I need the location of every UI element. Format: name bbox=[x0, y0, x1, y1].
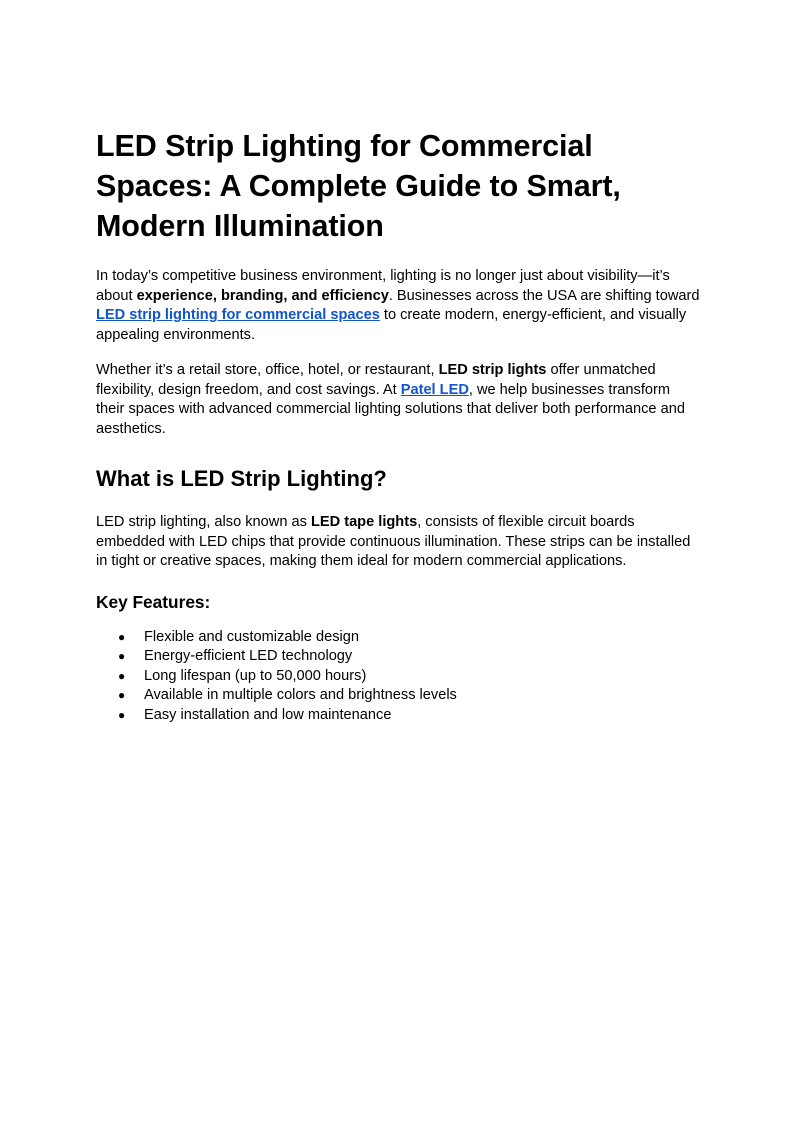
commercial-strip-lighting-link[interactable]: LED strip lighting for commercial spaces bbox=[96, 307, 380, 323]
bullet-icon: ● bbox=[118, 668, 126, 683]
intro-text-3: to create modern, energy-efficient, and visually appealing environments. bbox=[96, 307, 687, 343]
section-text-2: , consists of flexible circuit boards embedded with LED chips that provide continuous illumination. These strips can be installed in tight or creative spaces, making them ideal for modern commercial applications. bbox=[96, 514, 691, 569]
list-item-text: Long lifespan (up to 50,000 hours) bbox=[144, 667, 367, 684]
bullet-icon: ● bbox=[118, 707, 126, 722]
para2-text-2: offer unmatched flexibility, design freedom, and cost savings. At bbox=[96, 362, 656, 398]
para2-bold: LED strip lights bbox=[438, 362, 547, 378]
intro-bold: experience, branding, and efficiency bbox=[136, 287, 389, 304]
list-item-text: Flexible and customizable design bbox=[144, 628, 359, 645]
para2-text-1: Whether it’s a retail store, office, hotel, or restaurant, bbox=[96, 362, 439, 378]
section-text-1: LED strip lighting, also known as bbox=[96, 514, 311, 530]
list-item bbox=[96, 667, 701, 687]
bullet-icon: ● bbox=[118, 688, 126, 702]
patel-led-link[interactable]: Patel LED bbox=[400, 381, 469, 398]
page-title: LED Strip Lighting for Commercial Spaces: A Complete Guide to Smart, Modern Illumination bbox=[96, 129, 621, 243]
list-item-text: Easy installation and low maintenance bbox=[144, 706, 392, 723]
bullet-icon: ● bbox=[118, 649, 126, 663]
list-item-text: Available in multiple colors and brightness levels bbox=[144, 687, 457, 703]
list-item bbox=[96, 706, 701, 726]
intro-text-1: In today’s competitive business environment, lighting is no longer just about visibility—it’s about bbox=[96, 268, 670, 304]
intro-text-2: . Businesses across the USA are shifting toward bbox=[388, 287, 700, 304]
document-page bbox=[96, 126, 701, 725]
section-bold: LED tape lights bbox=[310, 514, 418, 530]
list-item bbox=[96, 647, 701, 667]
list-item bbox=[96, 628, 701, 648]
list-item bbox=[96, 686, 701, 706]
second-paragraph bbox=[96, 361, 701, 439]
key-features-heading: Key Features: bbox=[96, 591, 211, 612]
bullet-icon: ● bbox=[118, 629, 126, 644]
section-heading-what-is: What is LED Strip Lighting? bbox=[96, 466, 387, 491]
intro-paragraph bbox=[96, 267, 701, 345]
para2-text-3: , we help businesses transform their spaces with advanced commercial lighting solutions that deliver both performance and aesthetics. bbox=[96, 381, 685, 437]
section-paragraph bbox=[96, 513, 701, 572]
features-list bbox=[96, 628, 701, 726]
list-item-text: Energy-efficient LED technology bbox=[144, 648, 353, 664]
